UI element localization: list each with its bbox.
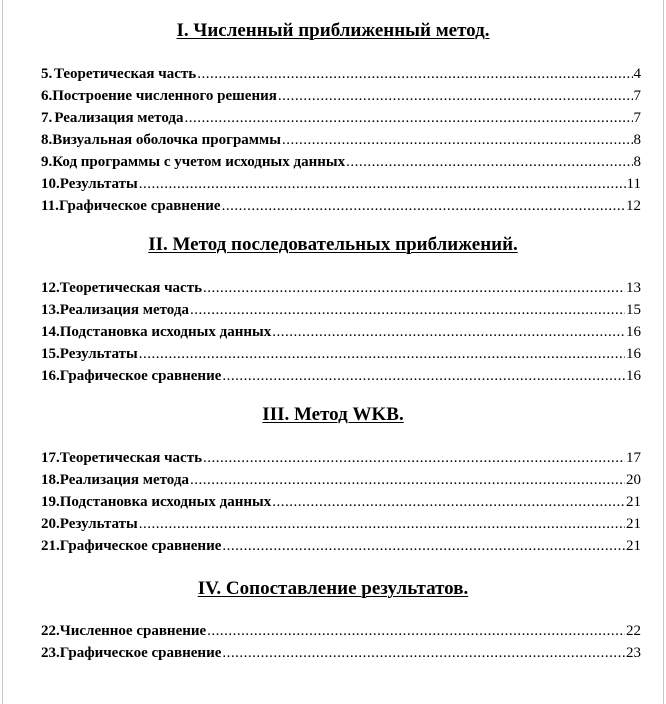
toc-entry-page: 4 — [633, 66, 641, 82]
toc-entry-label: Теоретическая часть — [59, 280, 203, 296]
toc-entry-page: 8 — [633, 132, 641, 148]
toc-entry-number: 18. — [41, 472, 60, 488]
toc-entry-label: Визуальная оболочка программы — [52, 132, 281, 148]
section-heading-2: II. Метод последовательных приближений. — [148, 234, 518, 255]
dot-leader — [203, 447, 625, 469]
dot-leader — [278, 85, 633, 107]
toc-entry-number: 17. — [41, 450, 60, 466]
toc-entry-label: Теоретическая часть — [53, 66, 197, 82]
toc-entry-number: 8. — [41, 132, 53, 148]
toc-entry-page: 7 — [633, 110, 641, 126]
toc-entry-number: 9. — [41, 154, 53, 170]
toc-entry-page: 13 — [626, 280, 641, 296]
toc-entry[interactable] — [41, 447, 641, 469]
dot-leader — [185, 107, 633, 129]
toc-entry-page: 22 — [626, 623, 641, 639]
dot-leader — [222, 535, 625, 557]
dot-leader — [203, 277, 625, 299]
section-heading-1: I. Численный приближенный метод. — [176, 20, 490, 41]
dot-leader — [190, 469, 625, 491]
toc-entry-page: 7 — [633, 88, 641, 104]
toc-entry-label: Графическое сравнение — [59, 538, 222, 554]
toc-entry[interactable] — [41, 173, 641, 195]
toc-entry-number: 5. — [41, 66, 53, 82]
toc-entry[interactable] — [41, 642, 641, 664]
toc-entry-label: Подстановка исходных данных — [59, 494, 272, 510]
dot-leader — [207, 620, 625, 642]
dot-leader — [346, 151, 632, 173]
toc-entry-page: 16 — [626, 368, 641, 384]
toc-entry-number: 13. — [41, 302, 60, 318]
toc-entry[interactable] — [41, 535, 641, 557]
toc-entry-label: Реализация метода — [54, 110, 184, 126]
dot-leader — [222, 195, 625, 217]
toc-entry-page: 8 — [633, 154, 641, 170]
toc-entry-label: Графическое сравнение — [58, 198, 221, 214]
toc-entry-number: 14. — [41, 324, 60, 340]
dot-leader — [272, 491, 625, 513]
toc-entry-number: 15. — [41, 346, 60, 362]
toc-entry[interactable] — [41, 321, 641, 343]
toc-entry-number: 12. — [41, 280, 60, 296]
toc-entry-label: Графическое сравнение — [59, 645, 222, 661]
toc-entry-label: Подстановка исходных данных — [59, 324, 272, 340]
section-heading-3: III. Метод WKB. — [262, 404, 404, 425]
dot-leader — [282, 129, 633, 151]
toc-entry[interactable] — [41, 151, 641, 173]
toc-entry-page: 20 — [626, 472, 641, 488]
toc-entry-page: 15 — [626, 302, 641, 318]
toc-entry[interactable] — [41, 620, 641, 642]
toc-entry[interactable] — [41, 513, 641, 535]
toc-entry-label: Реализация метода — [59, 472, 189, 488]
toc-entry-page: 21 — [626, 516, 641, 532]
toc-entry-page: 21 — [626, 538, 641, 554]
toc-entry-label: Построение численного решения — [52, 88, 277, 104]
toc-entry-number: 22. — [41, 623, 60, 639]
toc-entry-page: 11 — [626, 176, 641, 192]
toc-entry-number: 16. — [41, 368, 60, 384]
toc-entry-page: 23 — [626, 645, 641, 661]
toc-entry-page: 16 — [626, 346, 641, 362]
toc-entry-label: Графическое сравнение — [59, 368, 222, 384]
dot-leader — [190, 299, 625, 321]
toc-entry[interactable] — [41, 299, 641, 321]
toc-entry[interactable] — [41, 469, 641, 491]
section-heading-4: IV. Сопоставление результатов. — [197, 578, 469, 599]
dot-leader — [139, 173, 626, 195]
toc-entry[interactable] — [41, 343, 641, 365]
toc-entry-number: 7. — [41, 110, 53, 126]
toc-entry[interactable] — [41, 195, 641, 217]
toc-entry-label: Численное сравнение — [59, 623, 207, 639]
toc-entry-page: 12 — [626, 198, 641, 214]
toc-entry-label: Теоретическая часть — [59, 450, 203, 466]
toc-entry[interactable] — [41, 491, 641, 513]
toc-entry-number: 20. — [41, 516, 60, 532]
toc-entry-number: 21. — [41, 538, 60, 554]
toc-entry-number: 6. — [41, 88, 53, 104]
toc-entry-page: 16 — [626, 324, 641, 340]
toc-entry-label: Реализация метода — [59, 302, 189, 318]
toc-entry-number: 11. — [41, 198, 59, 214]
dot-leader — [197, 63, 632, 85]
toc-entry[interactable] — [41, 63, 641, 85]
toc-entry-number: 19. — [41, 494, 60, 510]
toc-entry[interactable] — [41, 85, 641, 107]
toc-entry-label: Результаты — [59, 346, 138, 362]
toc-entry[interactable] — [41, 129, 641, 151]
toc-entry[interactable] — [41, 365, 641, 387]
toc-entry-label: Код программы с учетом исходных данных — [52, 154, 346, 170]
dot-leader — [272, 321, 625, 343]
toc-entry-page: 17 — [626, 450, 641, 466]
toc-entry-page: 21 — [626, 494, 641, 510]
toc-entry[interactable] — [41, 107, 641, 129]
toc-entry[interactable] — [41, 277, 641, 299]
dot-leader — [139, 513, 625, 535]
toc-entry-number: 10. — [41, 176, 60, 192]
toc-entry-label: Результаты — [59, 176, 138, 192]
toc-entry-number: 23. — [41, 645, 60, 661]
dot-leader — [139, 343, 625, 365]
dot-leader — [222, 365, 625, 387]
toc-entry-label: Результаты — [59, 516, 138, 532]
dot-leader — [222, 642, 625, 664]
